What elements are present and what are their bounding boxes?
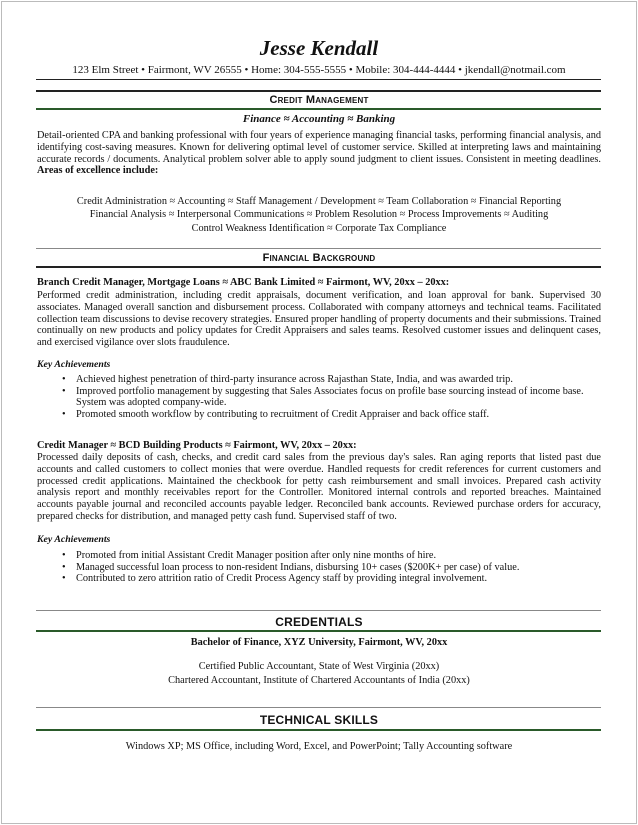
section-rule-top — [36, 707, 601, 708]
degree: Bachelor of Finance, XYZ University, Fairmont, WV, 20xx — [190, 637, 448, 648]
section-rule-top — [36, 248, 601, 249]
list-item: • Promoted smooth workflow by contributing to recruitment of Credit Appraiser and back office staff. — [62, 408, 490, 420]
bullet-icon: • — [62, 374, 66, 385]
section-rule-bottom — [36, 630, 601, 632]
bullet-icon: • — [62, 408, 66, 420]
list-item: • Improved portfolio management by suggesting that Sales Associates focus on profile base sourcing instead of income base. System was adopted company-wide. — [62, 385, 584, 409]
list-item: • Promoted from initial Assistant Credit Manager position after only nine months of hire. — [62, 550, 437, 561]
job-heading-2: Credit Manager ≈ BCD Building Products ≈ Fairmont, WV, 20xx – 20xx: — [37, 440, 357, 451]
certification-2: Chartered Accountant, Institute of Chartered Accountants of India (20xx) — [168, 675, 470, 686]
header-divider — [36, 79, 601, 80]
areas-line-3: Control Weakness Identification ≈ Corporate Tax Compliance — [191, 223, 447, 234]
specialty-subtitle: Finance ≈ Accounting ≈ Banking — [242, 113, 396, 125]
section-title-credentials: CREDENTIALS — [275, 615, 363, 629]
achievements-list-2 — [62, 550, 597, 585]
summary-bold-text: Areas of excellence include: — [37, 165, 159, 177]
section-rule-bottom — [36, 108, 601, 110]
section-rule-top — [36, 90, 601, 92]
candidate-name: Jesse Kendall — [259, 36, 379, 60]
section-title-technical-skills: TECHNICAL SKILLS — [259, 713, 379, 727]
section-title-credit-management: Credit Management — [269, 94, 369, 106]
contact-info: 123 Elm Street • Fairmont, WV 26555 • Home: 304-555-5555 • Mobile: 304-444-4444 • jkendall@notmail.com — [72, 64, 566, 76]
section-rule-bottom — [36, 729, 601, 731]
technical-skills-list: Windows XP; MS Office, including Word, Excel, and PowerPoint; Tally Accounting software — [125, 741, 513, 752]
summary-text: Detail-oriented CPA and banking professional with four years of experience managing financial tasks, performing financial analysis, and identifying cost-saving measures. Known for delivering optimal level of customer service. Skilled at interpreting laws and maintaining accurate records / documents. Analytical problem solver able to apply sound judgment to client issues. Consistent in meeting deadlines. — [37, 130, 601, 165]
section-title-financial-background: Financial Background — [262, 252, 376, 264]
achievements-list-1 — [62, 374, 597, 420]
key-achievements-label-2: Key Achievements — [37, 534, 111, 545]
summary-paragraph — [37, 130, 601, 177]
job-description-2: Processed daily deposits of cash, checks, and credit card sales from the previous day's sales. Ran aging reports that listed past due accounts and called customers to collect monies that were overdue. Handled requests for credit references for current customers and processed credit applications. Maintained the checkbook for petty cash reimbursement and small invoices. Prepared cash activity analysis report and monthly receivables report for the Controller. Monitored internal controls and reported breaches. Maintained accounts payable journal and reconciled accounts payable ledger. Reconciled bank accounts. Reviewed purchase orders for accuracy, prepared checks for distribution, and managed petty cash fund. Supervised staff of two. — [37, 452, 601, 522]
bullet-icon: • — [62, 561, 66, 573]
areas-line-2: Financial Analysis ≈ Interpersonal Communications ≈ Problem Resolution ≈ Process Improvements ≈ Auditing — [89, 209, 549, 220]
areas-line-1: Credit Administration ≈ Accounting ≈ Staff Management / Development ≈ Team Collaboration ≈ Financial Reporting — [76, 196, 562, 207]
section-rule-top — [36, 610, 601, 611]
list-item: • Managed successful loan process to non-resident Indians, disbursing 10+ cases ($200K+ per case) of value. — [62, 561, 520, 573]
list-item: • Contributed to zero attrition ratio of Credit Process Agency staff by providing integral involvement. — [62, 573, 488, 585]
section-rule-bottom — [36, 266, 601, 268]
job-heading-1: Branch Credit Manager, Mortgage Loans ≈ ABC Bank Limited ≈ Fairmont, WV, 20xx – 20xx: — [37, 277, 450, 288]
certification-1: Certified Public Accountant, State of West Virginia (20xx) — [198, 661, 440, 672]
list-item: • Achieved highest penetration of third-party insurance across Rajasthan State, India, and was awarded trip. — [62, 374, 513, 385]
key-achievements-label-1: Key Achievements — [37, 359, 111, 370]
bullet-icon: • — [62, 573, 66, 585]
job-description-1: Performed credit administration, including credit appraisals, document verification, and loan approval for bank. Supervised 30 associates. Managed overall sanction and disbursement process. Collaborated with company attorneys and technical teams. Facilitated collection team discussions to devise recovery strategies. Ensured proper handling of property documents and their submissions. Trained continually on new products and policy updates for Credit Appraisers and sales teams. Resolved customer issues and delinquent cases, and exercised vigilance over slots fraudulence. — [37, 290, 601, 349]
bullet-icon: • — [62, 385, 66, 397]
bullet-icon: • — [62, 550, 66, 561]
